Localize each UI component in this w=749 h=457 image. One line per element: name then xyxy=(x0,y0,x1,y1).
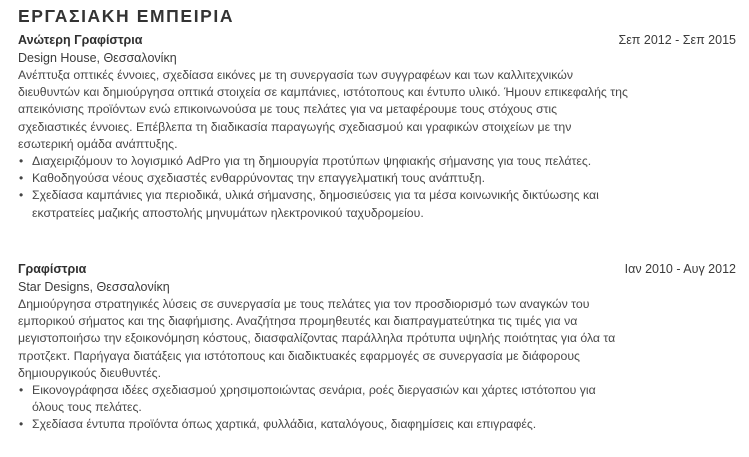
job-dates: Ιαν 2010 - Αυγ 2012 xyxy=(624,262,736,276)
job-company: Design House, Θεσσαλονίκη xyxy=(18,51,177,65)
job-bullet xyxy=(18,416,620,433)
bullet-text: Σχεδίασα καμπάνιες για περιοδικά, υλικά σήμανσης, δημοσιεύσεις για τα μέσα κοινωνικής δικτύωσης και εκστρατείες μαζικής αποστολής μηνυμάτων ηλεκτρονικού ταχυδρομείου. xyxy=(32,188,599,220)
job-description: Ανέπτυξα οπτικές έννοιες, σχεδίασα εικόνες με τη συνεργασία των συγγραφέων και των καλλιτεχνικών διευθυντών και δημιούργησα οπτικά στοιχεία σε καμπάνιες, ιστότοπους και έντυπο υλικό. Ήμουν επικεφαλής της απεικόνισης προϊόντων ενώ επικοινωνούσα με τους πελάτες για να μεταφέρουμε τους στόχους στις σχεδιαστικές έννοιες. Επέβλεπα τη διαδικασία παραγωγής σχεδιασμού και γραφικών στοιχείων με την εσωτερική ομάδα ανάπτυξης. xyxy=(18,68,628,151)
job-bullet xyxy=(18,153,620,170)
job-entry xyxy=(18,33,736,222)
job-company: Star Designs, Θεσσαλονίκη xyxy=(18,280,170,294)
job-header xyxy=(18,33,736,50)
job-title: Γραφίστρια xyxy=(18,262,87,276)
bullet-icon: • xyxy=(19,188,24,203)
bullet-icon: • xyxy=(19,383,24,398)
job-title: Ανώτερη Γραφίστρια xyxy=(18,33,143,47)
job-header xyxy=(18,262,736,279)
job-dates: Σεπ 2012 - Σεπ 2015 xyxy=(618,33,736,47)
bullet-text: Σχεδίασα έντυπα προϊόντα όπως χαρτικά, φυλλάδια, καταλόγους, διαφημίσεις και επιγραφές. xyxy=(32,417,537,432)
job-bullet xyxy=(18,187,620,221)
bullet-text: Εικονογράφησα ιδέες σχεδιασμού χρησιμοποιώντας σενάρια, ροές διεργασιών και χάρτες ιστότοπου για όλους τους πελάτες. xyxy=(32,383,596,415)
job-bullet xyxy=(18,382,620,416)
job-bullet-list xyxy=(18,153,620,222)
bullet-icon: • xyxy=(19,154,24,169)
section-title: ΕΡΓΑΣΙΑΚΗ ΕΜΠΕΙΡΙΑ xyxy=(18,6,235,26)
bullet-icon: • xyxy=(19,417,24,432)
job-description: Δημιούργησα στρατηγικές λύσεις σε συνεργασία με τους πελάτες για τον προσδιορισμό των αναγκών του εμπορικού σήματος και της διαφήμισης. Αναζήτησα προμηθευτές και διαπραγματεύτηκα τις τιμές για να μεγιστοποιήσω την εξοικονόμηση κόστους, διασφαλίζοντας παράλληλα πρότυπα υψηλής ποιότητας για όλα τα προτζεκτ. Παρήγαγα διατάξεις για ιστότοπους και διαδικτυακές εφαρμογές σε συνεργασία με διάφορους δημιουργικούς διευθυντές. xyxy=(18,297,616,380)
bullet-text: Διαχειριζόμουν το λογισμικό AdPro για τη δημιουργία προτύπων ψηφιακής σήμανσης για τους πελάτες. xyxy=(32,154,592,169)
job-bullet xyxy=(18,170,620,187)
bullet-text: Καθοδηγούσα νέους σχεδιαστές ενθαρρύνοντας την επαγγελματική τους ανάπτυξη. xyxy=(32,171,485,186)
job-bullet-list xyxy=(18,382,620,434)
bullet-icon: • xyxy=(19,171,24,186)
job-entry xyxy=(18,262,736,434)
